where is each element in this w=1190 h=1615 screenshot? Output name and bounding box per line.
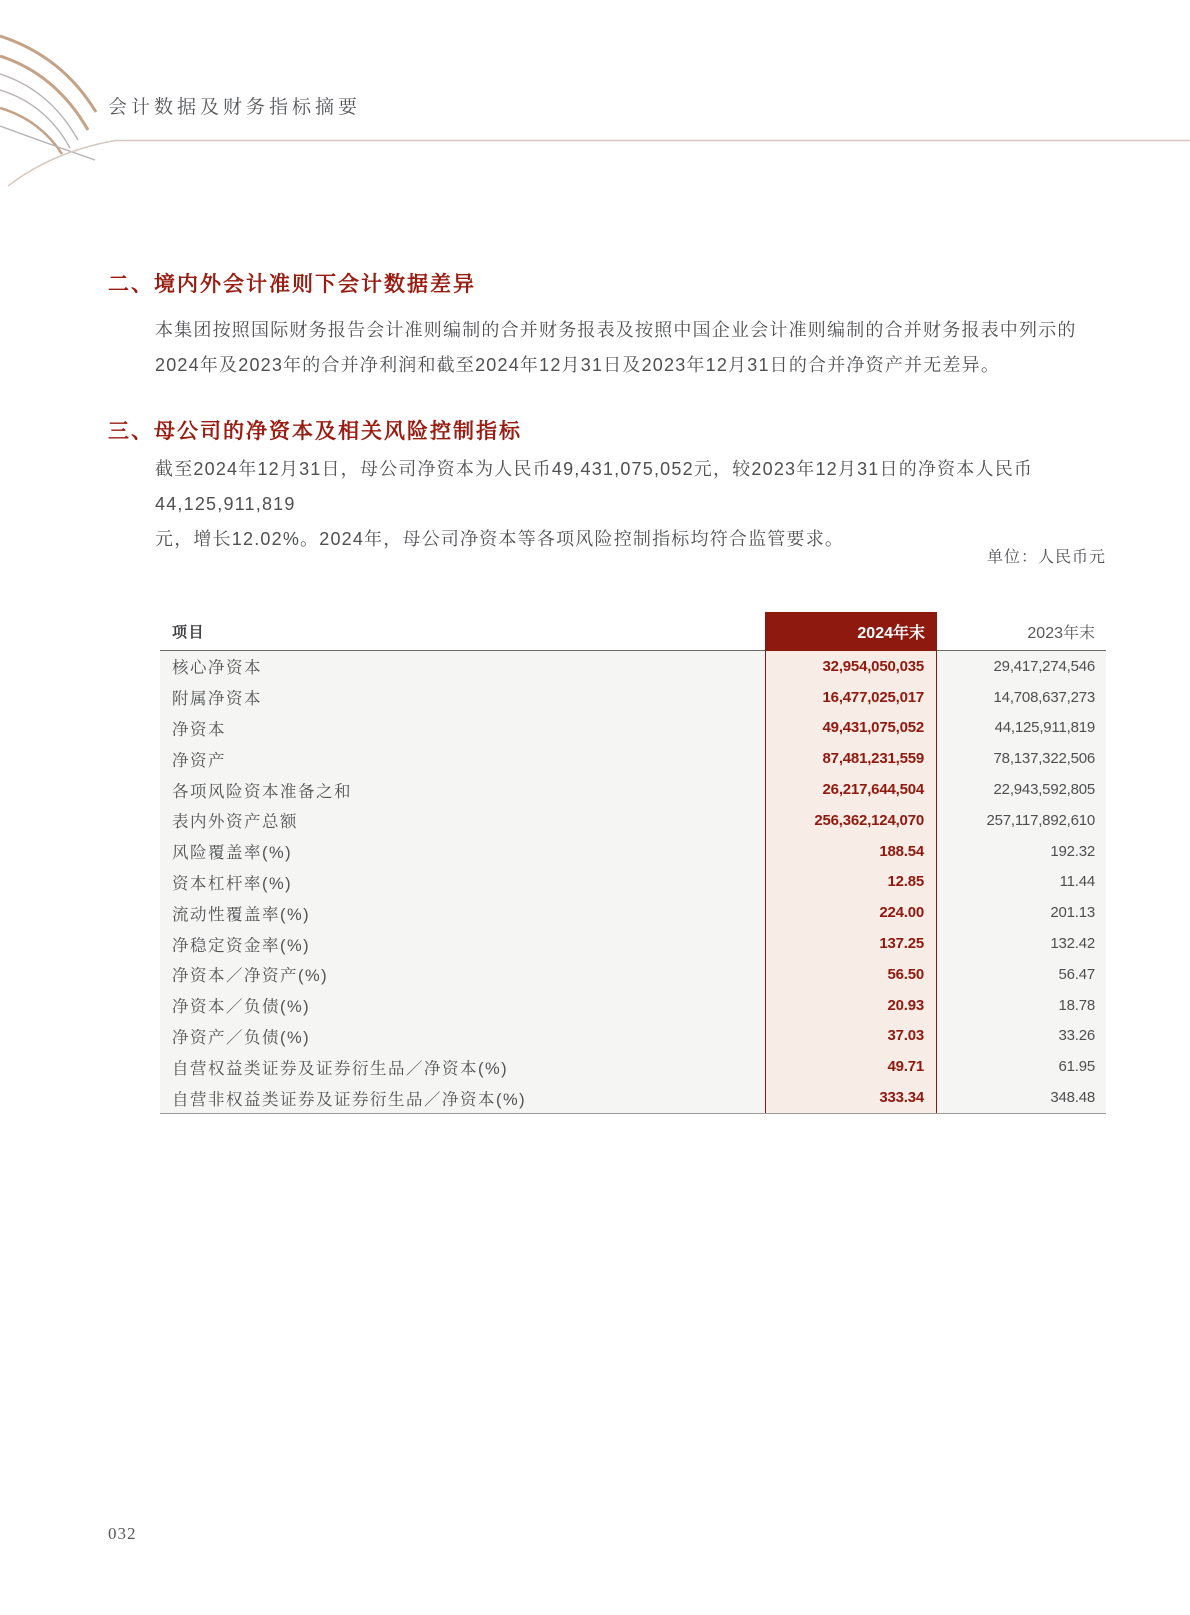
table-row: [160, 1051, 1106, 1082]
row-value-2024: 20.93: [765, 990, 937, 1021]
table-row: [160, 1021, 1106, 1052]
row-value-2024: 49,431,075,052: [765, 713, 937, 744]
table-header-row: [160, 612, 1106, 651]
row-value-2024: 87,481,231,559: [765, 743, 937, 774]
table-body: [160, 651, 1106, 1114]
row-value-2023: 22,943,592,805: [993, 781, 1095, 799]
row-label: 核心净资本: [172, 659, 262, 678]
row-label: 附属净资本: [172, 690, 262, 709]
row-value-2023: 201.13: [1050, 904, 1095, 922]
table-row: [160, 897, 1106, 928]
table-row: [160, 836, 1106, 867]
row-value-2024: 224.00: [765, 897, 937, 928]
table-row: [160, 1082, 1106, 1113]
row-value-2024: 56.50: [765, 959, 937, 990]
table-row: [160, 928, 1106, 959]
row-value-2023: 44,125,911,819: [994, 719, 1095, 737]
row-value-2023: 61.95: [1058, 1058, 1095, 1076]
table-row: [160, 959, 1106, 990]
column-header-item: 项目: [160, 612, 765, 651]
section-3-paragraph: [155, 452, 1115, 557]
section-2-paragraph: [155, 313, 1115, 383]
row-value-2024: 12.85: [765, 867, 937, 898]
table-row: [160, 651, 1106, 682]
row-value-2024: 137.25: [765, 928, 937, 959]
row-label: 净资产: [172, 751, 226, 770]
row-value-2024: 49.71: [765, 1051, 937, 1082]
row-value-2024: 256,362,124,070: [765, 805, 937, 836]
section-heading-2: 二、境内外会计准则下会计数据差异: [108, 273, 476, 296]
paragraph-line: 本集团按照国际财务报告会计准则编制的合并财务报表及按照中国企业会计准则编制的合并财务报表中列示的: [155, 320, 1077, 340]
risk-control-indicators-table: [160, 612, 1106, 1114]
row-label: 资本杠杆率(%): [172, 874, 293, 893]
table-row: [160, 774, 1106, 805]
table-row: [160, 713, 1106, 744]
table-row: [160, 990, 1106, 1021]
row-label: 流动性覆盖率(%): [172, 905, 311, 924]
table-row: [160, 867, 1106, 898]
row-value-2023: 192.32: [1050, 842, 1095, 860]
row-label: 净资本: [172, 720, 226, 739]
row-value-2023: 33.26: [1058, 1027, 1095, 1045]
row-value-2023: 56.47: [1058, 965, 1095, 983]
row-label: 表内外资产总额: [172, 813, 298, 832]
column-header-2023: 2023年末: [937, 612, 1106, 651]
column-header-2024: 2024年末: [765, 612, 937, 651]
row-value-2023: 18.78: [1058, 996, 1095, 1014]
row-label: 净资产／负债(%): [172, 1028, 311, 1047]
row-value-2023: 14,708,637,273: [993, 688, 1095, 706]
section-heading-3: 三、母公司的净资本及相关风险控制指标: [108, 420, 522, 443]
row-value-2023: 29,417,274,546: [993, 657, 1095, 675]
row-label: 自营权益类证券及证券衍生品／净资本(%): [172, 1059, 509, 1078]
unit-note: 单位：人民币元: [986, 549, 1106, 566]
paragraph-line: 截至2024年12月31日，母公司净资本为人民币49,431,075,052元，较2023年12月31日的净资本人民币44,125,911,819: [155, 459, 1034, 514]
page-number: 032: [108, 1524, 137, 1543]
row-value-2023: 257,117,892,610: [986, 811, 1095, 829]
row-label: 净资本／负债(%): [172, 998, 311, 1017]
row-label: 各项风险资本准备之和: [172, 782, 352, 801]
row-value-2023: 78,137,322,506: [993, 750, 1095, 768]
row-value-2024: 16,477,025,017: [765, 682, 937, 713]
row-value-2023: 132.42: [1050, 935, 1095, 953]
table-row: [160, 743, 1106, 774]
row-label: 自营非权益类证券及证券衍生品／净资本(%): [172, 1090, 527, 1109]
row-value-2024: 32,954,050,035: [765, 651, 937, 682]
row-value-2024: 37.03: [765, 1021, 937, 1052]
row-value-2024: 333.34: [765, 1082, 937, 1113]
row-label: 净资本／净资产(%): [172, 967, 329, 986]
row-value-2023: 11.44: [1059, 873, 1095, 891]
paragraph-line: 2024年及2023年的合并净利润和截至2024年12月31日及2023年12月31日的合并净资产并无差异。: [155, 355, 1001, 375]
row-value-2023: 348.48: [1050, 1089, 1095, 1107]
row-value-2024: 26,217,644,504: [765, 774, 937, 805]
row-label: 净稳定资金率(%): [172, 936, 311, 955]
paragraph-line: 元，增长12.02%。2024年，母公司净资本等各项风险控制指标均符合监管要求。: [155, 529, 845, 549]
row-label: 风险覆盖率(%): [172, 844, 293, 863]
table-row: [160, 805, 1106, 836]
page-title: 会计数据及财务指标摘要: [108, 97, 362, 118]
table-row: [160, 682, 1106, 713]
row-value-2024: 188.54: [765, 836, 937, 867]
